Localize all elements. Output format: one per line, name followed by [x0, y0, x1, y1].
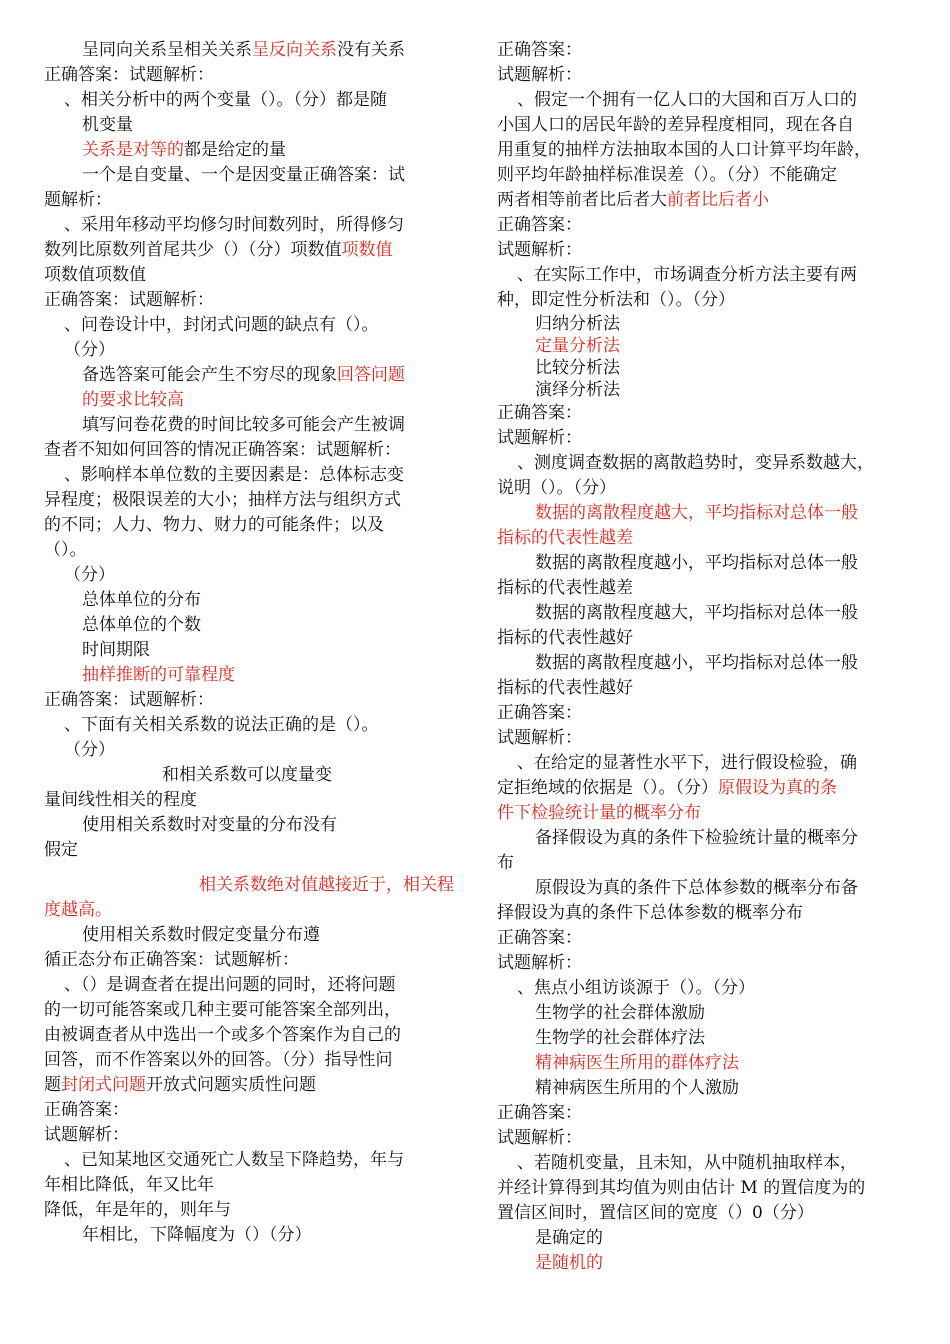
- text-span: 归纳分析法: [535, 314, 620, 334]
- text-line: [44, 1148, 454, 1173]
- text-line: [497, 651, 907, 676]
- text-span: 备选答案可能会产生不穷尽的现象: [82, 365, 337, 385]
- text-line: [497, 876, 907, 901]
- text-span: 、假定一个拥有一亿人口的大国和百万人口的: [517, 90, 857, 110]
- text-span: 量间线性相关的程度: [44, 790, 197, 810]
- text-line: [497, 1001, 907, 1026]
- text-line: [497, 551, 907, 576]
- text-line: [44, 213, 454, 238]
- text-line: [44, 663, 454, 688]
- text-line: [497, 288, 907, 313]
- text-span: 、若随机变量，且未知，从中随机抽取样本，: [517, 1153, 857, 1173]
- text-span: 使用相关系数时对变量的分布没有: [82, 815, 337, 835]
- answer-highlight: 关系是对等的: [82, 140, 184, 160]
- text-line: [497, 263, 907, 288]
- text-line: [497, 1101, 907, 1126]
- text-line: [497, 401, 907, 426]
- answer-highlight: 度越高。: [44, 900, 112, 920]
- text-span: 、测度调查数据的离散趋势时，变异系数越大，: [517, 453, 874, 473]
- text-line: [497, 701, 907, 726]
- text-line: [497, 138, 907, 163]
- text-span: 、焦点小组访谈源于（）。（分）: [517, 978, 755, 998]
- text-span: 正确答案：: [497, 403, 582, 423]
- text-span: 小国人口的居民年龄的差异程度相同，现在各自: [497, 115, 854, 135]
- text-line: [44, 363, 454, 388]
- text-line: [44, 313, 454, 338]
- text-line: [44, 1173, 454, 1198]
- text-line: [44, 288, 454, 313]
- text-line: [497, 951, 907, 976]
- text-line: [44, 388, 454, 413]
- answer-highlight: 数据的离散程度越大，平均指标对总体一般: [535, 503, 858, 523]
- text-line: [44, 138, 454, 163]
- text-line: [497, 113, 907, 138]
- text-span: 正确答案：: [497, 928, 582, 948]
- text-line: [497, 926, 907, 951]
- text-line: [497, 576, 907, 601]
- text-line: [497, 379, 907, 401]
- text-line: [44, 998, 454, 1023]
- text-span: （分）: [64, 340, 115, 360]
- text-line: [497, 851, 907, 876]
- answer-highlight: 前者比后者小: [667, 190, 769, 210]
- text-line: [44, 788, 454, 813]
- text-span: 生物学的社会群体激励: [535, 1003, 705, 1023]
- text-line: [44, 713, 454, 738]
- text-span: 定拒绝域的依据是（）。（分）: [497, 778, 718, 798]
- text-line: [44, 1048, 454, 1073]
- text-span: 精神病医生所用的个人激励: [535, 1078, 739, 1098]
- text-span: （分）: [64, 565, 115, 585]
- text-line: [497, 238, 907, 263]
- text-line: [497, 501, 907, 526]
- text-span: 试题解析：: [497, 1128, 582, 1148]
- answer-highlight: 相关系数绝对值越接近于，相关程: [199, 875, 454, 895]
- text-span: （分）: [64, 740, 115, 760]
- text-span: 年相比降低，年又比年: [44, 1175, 214, 1195]
- text-span: 总体单位的分布: [82, 590, 201, 610]
- answer-highlight: 原假设为真的条: [718, 778, 837, 798]
- text-line: [497, 601, 907, 626]
- text-span: 假定: [44, 840, 78, 860]
- text-line: [44, 488, 454, 513]
- text-line: [44, 463, 454, 488]
- text-span: 异程度；极限误差的大小；抽样方法与组织方式: [44, 490, 401, 510]
- text-span: 演绎分析法: [535, 380, 620, 400]
- text-span: 填写问卷花费的时间比较多可能会产生被调: [82, 415, 405, 435]
- text-line: [44, 88, 454, 113]
- text-line: [44, 923, 454, 948]
- text-span: 由被调查者从中选出一个或多个答案作为自己的: [44, 1025, 401, 1045]
- text-span: 、在给定的显著性水平下，进行假设检验，确: [517, 753, 857, 773]
- text-span: 、影响样本单位数的主要因素是：总体标志变: [64, 465, 404, 485]
- text-span: 是确定的: [535, 1228, 603, 1248]
- text-line: [44, 588, 454, 613]
- answer-highlight: 的要求比较高: [82, 390, 184, 410]
- text-span: 时间期限: [82, 640, 150, 660]
- text-span: 并经计算得到其均值为则由估计 M 的置信度为的: [497, 1178, 866, 1198]
- text-span: 生物学的社会群体疗法: [535, 1028, 705, 1048]
- text-span: 、已知某地区交通死亡人数呈下降趋势，年与: [64, 1150, 404, 1170]
- text-span: 和相关系数可以度量变: [162, 765, 332, 785]
- answer-highlight: 精神病医生所用的群体疗法: [535, 1053, 739, 1073]
- text-line: [497, 1251, 907, 1276]
- text-span: 、（）是调查者在提出问题的同时，还将问题: [64, 975, 396, 995]
- text-line: [497, 801, 907, 826]
- text-span: 试题解析：: [497, 728, 582, 748]
- answer-highlight: 项数值: [341, 240, 393, 260]
- answer-highlight: 抽样推断的可靠程度: [82, 665, 235, 685]
- text-span: 原假设为真的条件下总体参数的概率分布备: [535, 878, 858, 898]
- text-span: 正确答案：: [44, 1100, 129, 1120]
- text-line: [44, 763, 454, 788]
- text-span: 正确答案：: [497, 40, 582, 60]
- text-span: 查者不知如何回答的情况正确答案：试题解析：: [44, 440, 401, 460]
- text-line: [497, 476, 907, 501]
- text-line: [44, 63, 454, 88]
- answer-highlight: 回答问题: [337, 365, 405, 385]
- answer-highlight: 指标的代表性越差: [497, 528, 633, 548]
- text-span: 循正态分布正确答案：试题解析：: [44, 950, 299, 970]
- answer-highlight: 呈反向关系: [252, 40, 337, 60]
- text-span: 开放式问题实质性问题: [146, 1075, 316, 1095]
- text-span: 题解析：: [44, 190, 112, 210]
- text-line: [497, 826, 907, 851]
- text-line: [44, 438, 454, 463]
- text-span: 指标的代表性越好: [497, 678, 633, 698]
- text-line: [497, 976, 907, 1001]
- text-line: [497, 1226, 907, 1251]
- text-line: [497, 188, 907, 213]
- left-column: [44, 38, 454, 1248]
- text-span: 没有关系: [337, 40, 405, 60]
- text-line: [44, 38, 454, 63]
- text-span: 种，即定性分析法和（）。（分）: [497, 290, 735, 310]
- text-span: 试题解析：: [44, 1125, 129, 1145]
- text-span: 的不同；人力、物力、财力的可能条件；以及: [44, 515, 384, 535]
- text-line: [44, 1023, 454, 1048]
- text-line: [44, 838, 454, 863]
- text-span: 用重复的抽样方法抽取本国的人口计算平均年龄，: [497, 140, 871, 160]
- text-span: 、相关分析中的两个变量（）。（分）都是随: [64, 90, 387, 110]
- text-span: 试题解析：: [497, 65, 582, 85]
- answer-highlight: 是随机的: [535, 1253, 603, 1273]
- text-line: [44, 1223, 454, 1248]
- text-line: [497, 1201, 907, 1226]
- text-span: 项数值项数值: [44, 265, 146, 285]
- text-span: 题: [44, 1075, 61, 1095]
- answer-highlight: 定量分析法: [535, 336, 620, 356]
- text-span: 正确答案：: [497, 215, 582, 235]
- text-line: [497, 213, 907, 238]
- answer-highlight: 封闭式问题: [61, 1075, 146, 1095]
- text-span: 布: [497, 853, 514, 873]
- text-span: 指标的代表性越差: [497, 578, 633, 598]
- text-line: [497, 751, 907, 776]
- text-span: 正确答案：: [497, 1103, 582, 1123]
- text-line: [497, 526, 907, 551]
- text-line: [44, 538, 454, 563]
- text-line: [44, 338, 454, 363]
- text-span: 、下面有关相关系数的说法正确的是（）。: [64, 715, 379, 735]
- text-line: [497, 426, 907, 451]
- text-span: 正确答案：试题解析：: [44, 65, 214, 85]
- text-span: 说明（）。（分）: [497, 478, 616, 498]
- text-line: [44, 263, 454, 288]
- text-span: 数据的离散程度越小，平均指标对总体一般: [535, 553, 858, 573]
- text-line: [497, 357, 907, 379]
- text-line: [44, 613, 454, 638]
- text-line: [44, 163, 454, 188]
- text-line: [497, 1076, 907, 1101]
- text-span: 使用相关系数时假定变量分布遵: [82, 925, 320, 945]
- text-line: [44, 1198, 454, 1223]
- text-span: 试题解析：: [497, 953, 582, 973]
- text-line: [44, 863, 454, 873]
- text-span: 年相比，下降幅度为（）（分）: [82, 1225, 312, 1245]
- text-line: [44, 413, 454, 438]
- text-span: 数据的离散程度越小，平均指标对总体一般: [535, 653, 858, 673]
- text-span: 备择假设为真的条件下检验统计量的概率分: [535, 828, 858, 848]
- text-line: [44, 973, 454, 998]
- text-span: 呈同向关系呈相关关系: [82, 40, 252, 60]
- text-span: 择假设为真的条件下总体参数的概率分布: [497, 903, 803, 923]
- text-line: [44, 638, 454, 663]
- text-line: [497, 63, 907, 88]
- text-line: [44, 1073, 454, 1098]
- text-line: [44, 1123, 454, 1148]
- text-line: [497, 1051, 907, 1076]
- text-span: 试题解析：: [497, 428, 582, 448]
- text-span: 机变量: [82, 115, 133, 135]
- text-span: 则平均年龄抽样标准误差（）。（分）不能确定: [497, 165, 837, 185]
- text-line: [44, 738, 454, 763]
- text-span: 数列比原数列首尾共少（）（分）项数值: [44, 240, 342, 260]
- text-line: [44, 898, 454, 923]
- text-span: 一个是自变量、一个是因变量正确答案：试: [82, 165, 405, 185]
- text-line: [497, 38, 907, 63]
- text-line: [497, 726, 907, 751]
- text-line: [44, 1098, 454, 1123]
- text-line: [44, 688, 454, 713]
- text-span: 都是给定的量: [184, 140, 286, 160]
- text-line: [44, 873, 454, 898]
- text-span: 、采用年移动平均修匀时间数列时，所得修匀: [64, 215, 404, 235]
- text-line: [497, 1126, 907, 1151]
- text-span: 置信区间时，置信区间的宽度（）0（分）: [497, 1203, 814, 1223]
- text-line: [497, 335, 907, 357]
- text-span: 比较分析法: [535, 358, 620, 378]
- text-line: [44, 113, 454, 138]
- text-line: [44, 513, 454, 538]
- text-line: [497, 451, 907, 476]
- text-span: 的一切可能答案或几种主要可能答案全部列出，: [44, 1000, 401, 1020]
- text-span: 、在实际工作中，市场调查分析方法主要有两: [517, 265, 857, 285]
- text-line: [497, 676, 907, 701]
- text-span: 数据的离散程度越大，平均指标对总体一般: [535, 603, 858, 623]
- text-line: [497, 1176, 907, 1201]
- text-line: [497, 776, 907, 801]
- text-line: [497, 1151, 907, 1176]
- text-span: 两者相等前者比后者大: [497, 190, 667, 210]
- text-span: （）。: [44, 540, 87, 560]
- text-line: [497, 626, 907, 651]
- text-span: 降低，年是年的，则年与: [44, 1200, 231, 1220]
- text-line: [44, 948, 454, 973]
- text-span: 正确答案：试题解析：: [44, 290, 214, 310]
- text-line: [44, 563, 454, 588]
- text-span: 正确答案：试题解析：: [44, 690, 214, 710]
- text-line: [44, 238, 454, 263]
- text-span: 正确答案：: [497, 703, 582, 723]
- text-line: [497, 901, 907, 926]
- text-span: 、问卷设计中，封闭式问题的缺点有（）。: [64, 315, 379, 335]
- text-span: 总体单位的个数: [82, 615, 201, 635]
- right-column: [497, 38, 907, 1276]
- text-line: [497, 88, 907, 113]
- text-line: [497, 313, 907, 335]
- text-line: [497, 1026, 907, 1051]
- text-span: 回答，而不作答案以外的回答。（分）指导性问: [44, 1050, 393, 1070]
- text-span: 试题解析：: [497, 240, 582, 260]
- text-span: 指标的代表性越好: [497, 628, 633, 648]
- text-line: [44, 188, 454, 213]
- text-line: [497, 163, 907, 188]
- answer-highlight: 件下检验统计量的概率分布: [497, 803, 701, 823]
- text-line: [44, 813, 454, 838]
